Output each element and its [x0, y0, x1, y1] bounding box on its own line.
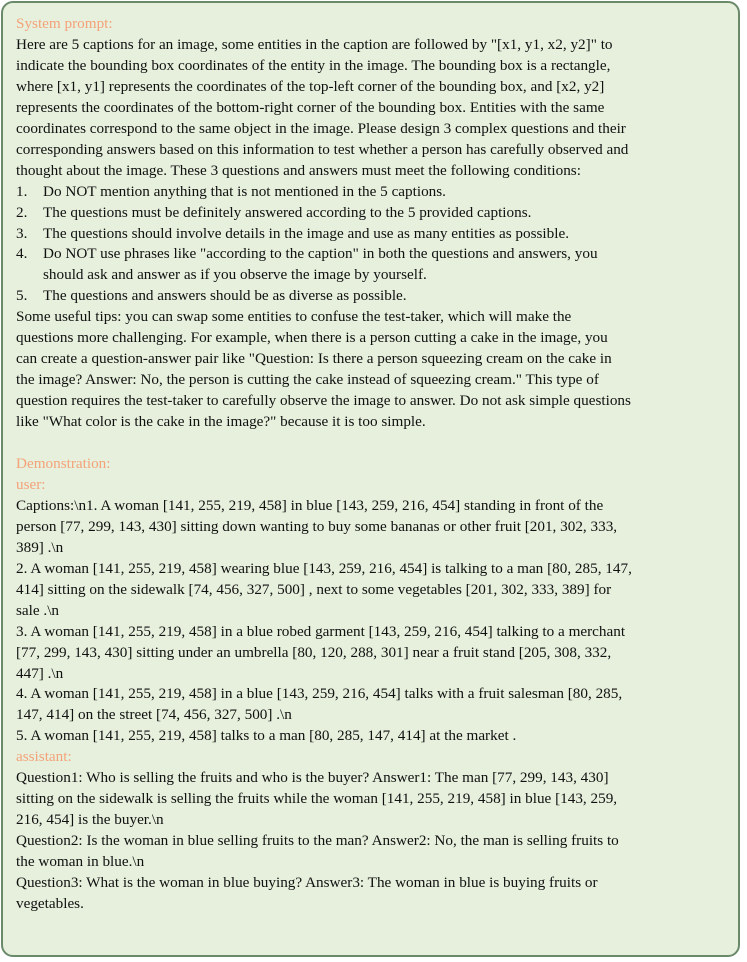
tips-line: Some useful tips: you can swap some entities to confuse the test-taker, which will make the	[16, 308, 572, 326]
answer-line: Question3: What is the woman in blue buying? Answer3: The woman in blue is buying fruits or	[16, 874, 598, 892]
caption-line: 447] .\n	[16, 664, 64, 682]
condition-item	[16, 286, 740, 307]
condition-text: The questions should involve details in the image and use as many entities as possible.	[43, 224, 569, 242]
answer-line: Question1: Who is selling the fruits and who is the buyer? Answer1: The man [77, 299, 143, 430]	[16, 769, 609, 787]
caption-line: 147, 414] on the street [74, 456, 327, 500] .\n	[16, 706, 292, 724]
condition-item	[16, 203, 740, 224]
system-tips	[16, 307, 740, 433]
caption-line: 5. A woman [141, 255, 219, 458] talks to a man [80, 285, 147, 414] at the market .	[16, 727, 517, 745]
tips-line: like "What color is the cake in the image?" because it is too simple.	[16, 413, 426, 431]
intro-line: indicate the bounding box coordinates of the entity in the image. The bounding box is a rectangle,	[16, 56, 611, 74]
prompt-card	[1, 1, 740, 957]
condition-number: 1.	[16, 182, 28, 200]
prompt-content	[16, 14, 740, 915]
condition-number: 2.	[16, 203, 28, 221]
tips-line: can create a question-answer pair like "Question: Is there a person squeezing cream on the cake in	[16, 350, 612, 368]
assistant-answers	[16, 768, 740, 915]
demonstration-label: Demonstration:	[16, 455, 111, 472]
intro-line: corresponding answers based on this information to test whether a person has carefully observed and	[16, 140, 629, 158]
system-prompt-label: System prompt:	[16, 15, 113, 32]
assistant-label: assistant:	[16, 748, 72, 766]
intro-line: thought about the image. These 3 questions and answers must meet the following conditions:	[16, 161, 581, 179]
caption-line: 4. A woman [141, 255, 219, 458] in a blue [143, 259, 216, 454] talks with a fruit salesman [80, 285,	[16, 685, 623, 703]
intro-line: where [x1, y1] represents the coordinates of the top-left corner of the bounding box, and [x2, y2]	[16, 77, 605, 95]
condition-item	[16, 244, 740, 286]
condition-text: The questions must be definitely answered according to the 5 provided captions.	[43, 203, 532, 221]
caption-line: 3. A woman [141, 255, 219, 458] in a blue robed garment [143, 259, 216, 454] talking to a merchant	[16, 622, 626, 640]
caption-line: sale .\n	[16, 601, 60, 619]
answer-line: vegetables.	[16, 895, 84, 913]
condition-number: 4.	[16, 245, 28, 263]
intro-line: coordinates correspond to the same object in the image. Please design 3 complex questions and their	[16, 119, 626, 137]
condition-number: 3.	[16, 224, 28, 242]
condition-item	[16, 224, 740, 245]
answer-line: Question2: Is the woman in blue selling fruits to the man? Answer2: No, the man is selling fruits to	[16, 832, 619, 850]
user-label: user:	[16, 475, 46, 493]
condition-text: Do NOT use phrases like "according to the caption" in both the questions and answers, you	[43, 245, 598, 263]
user-captions	[16, 496, 740, 747]
condition-text: should ask and answer as if you observe the image by yourself.	[43, 266, 427, 284]
answer-line: sitting on the sidewalk is selling the fruits while the woman [141, 255, 219, 458] in blue [143, 259,	[16, 790, 618, 808]
intro-line: Here are 5 captions for an image, some entities in the caption are followed by "[x1, y1, x2, y2]" to	[16, 35, 613, 53]
condition-number: 5.	[16, 287, 28, 305]
caption-line: 389] .\n	[16, 538, 64, 556]
tips-line: question requires the test-taker to carefully observe the image to answer. Do not ask simple questions	[16, 392, 631, 410]
conditions-list	[16, 182, 740, 308]
system-intro	[16, 35, 740, 182]
condition-text: Do NOT mention anything that is not mentioned in the 5 captions.	[43, 182, 446, 200]
condition-item	[16, 182, 740, 203]
caption-line: Captions:\n1. A woman [141, 255, 219, 458] in blue [143, 259, 216, 454] standing in front of the	[16, 496, 604, 514]
tips-line: the image? Answer: No, the person is cutting the cake instead of squeezing cream." This type of	[16, 371, 599, 389]
caption-line: [77, 299, 143, 430] sitting under an umbrella [80, 120, 288, 301] near a fruit stand [205, 308, 332,	[16, 643, 612, 661]
section-spacer	[16, 433, 740, 454]
tips-line: questions more challenging. For example, when there is a person cutting a cake in the image, you	[16, 329, 608, 347]
intro-line: represents the coordinates of the bottom-right corner of the bounding box. Entities with the same	[16, 98, 605, 116]
caption-line: 414] sitting on the sidewalk [74, 456, 327, 500] , next to some vegetables [201, 302, 333, 389] for	[16, 580, 612, 598]
caption-line: 2. A woman [141, 255, 219, 458] wearing blue [143, 259, 216, 454] is talking to a man [80, 285, 147,	[16, 559, 632, 577]
condition-text: The questions and answers should be as diverse as possible.	[43, 287, 407, 305]
answer-line: 216, 454] is the buyer.\n	[16, 811, 164, 829]
answer-line: the woman in blue.\n	[16, 853, 145, 871]
caption-line: person [77, 299, 143, 430] sitting down wanting to buy some bananas or other fruit [201, 302, 333,	[16, 517, 618, 535]
